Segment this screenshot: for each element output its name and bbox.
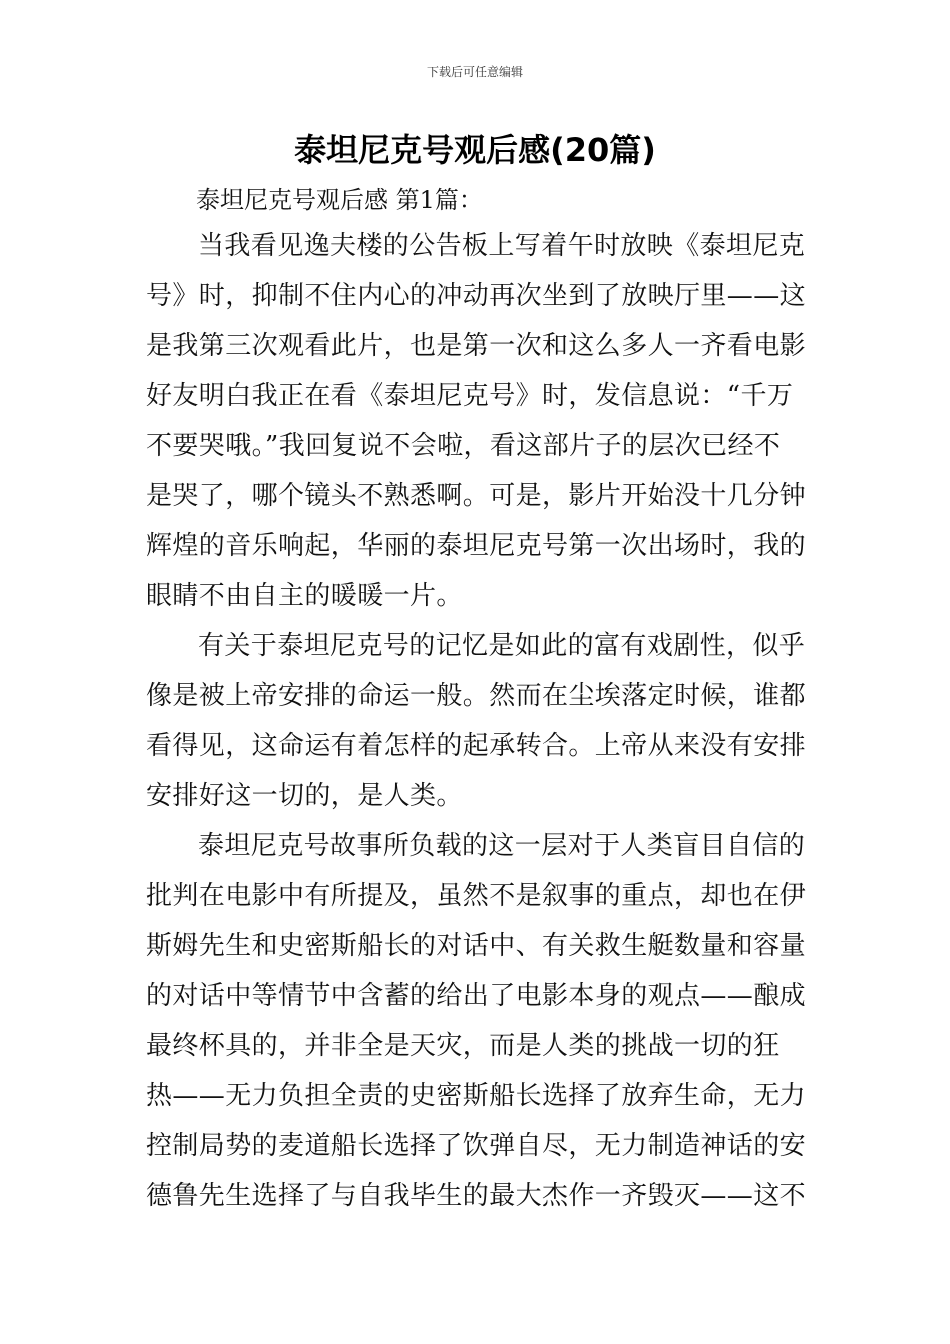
paragraph-line: 不要哭哦。”我回复说不会啦，看这部片子的层次已经不 <box>146 431 781 461</box>
paragraph-line: 热——无力负担全责的史密斯船长选择了放弃生命，无力 <box>146 1081 806 1111</box>
paragraph-line: 号》时，抑制不住内心的冲动再次坐到了放映厅里——这 <box>146 281 806 311</box>
paragraph-line: 好友明白我正在看《泰坦尼克号》时，发信息说：“千万 <box>146 381 794 411</box>
section-heading: 泰坦尼克号观后感 第1篇： <box>196 186 483 214</box>
paragraph-line: 像是被上帝安排的命运一般。然而在尘埃落定时候，谁都 <box>146 681 806 711</box>
paragraph-line: 控制局势的麦道船长选择了饮弹自尽，无力制造神话的安 <box>146 1131 806 1161</box>
paragraph-line: 看得见，这命运有着怎样的起承转合。上帝从来没有安排 <box>146 731 806 761</box>
paragraph-line: 当我看见逸夫楼的公告板上写着午时放映《泰坦尼克 <box>198 231 806 261</box>
paragraph-line: 安排好这一切的，是人类。 <box>146 781 463 811</box>
paragraph-line: 最终杯具的，并非全是天灾，而是人类的挑战一切的狂 <box>146 1031 780 1061</box>
paragraph-line: 斯姆先生和史密斯船长的对话中、有关救生艇数量和容量 <box>146 931 806 961</box>
paragraph-line: 批判在电影中有所提及，虽然不是叙事的重点，却也在伊 <box>146 881 806 911</box>
document-title: 泰坦尼克号观后感(20篇) <box>294 131 656 169</box>
paragraph-line: 是我第三次观看此片，也是第一次和这么多人一齐看电影 <box>146 331 806 361</box>
paragraph-line: 是哭了，哪个镜头不熟悉啊。可是，影片开始没十几分钟 <box>146 481 806 511</box>
paragraph-line: 的对话中等情节中含蓄的给出了电影本身的观点——酿成 <box>146 981 806 1011</box>
header-note: 下载后可任意编辑 <box>426 65 523 79</box>
paragraph-line: 眼睛不由自主的暖暖一片。 <box>146 581 463 611</box>
paragraph-line: 有关于泰坦尼克号的记忆是如此的富有戏剧性，似乎 <box>198 631 806 661</box>
paragraph-line: 辉煌的音乐响起，华丽的泰坦尼克号第一次出场时，我的 <box>146 531 806 561</box>
paragraph-line: 德鲁先生选择了与自我毕生的最大杰作一齐毁灭——这不 <box>146 1181 806 1211</box>
paragraph-line: 泰坦尼克号故事所负载的这一层对于人类盲目自信的 <box>198 831 806 861</box>
